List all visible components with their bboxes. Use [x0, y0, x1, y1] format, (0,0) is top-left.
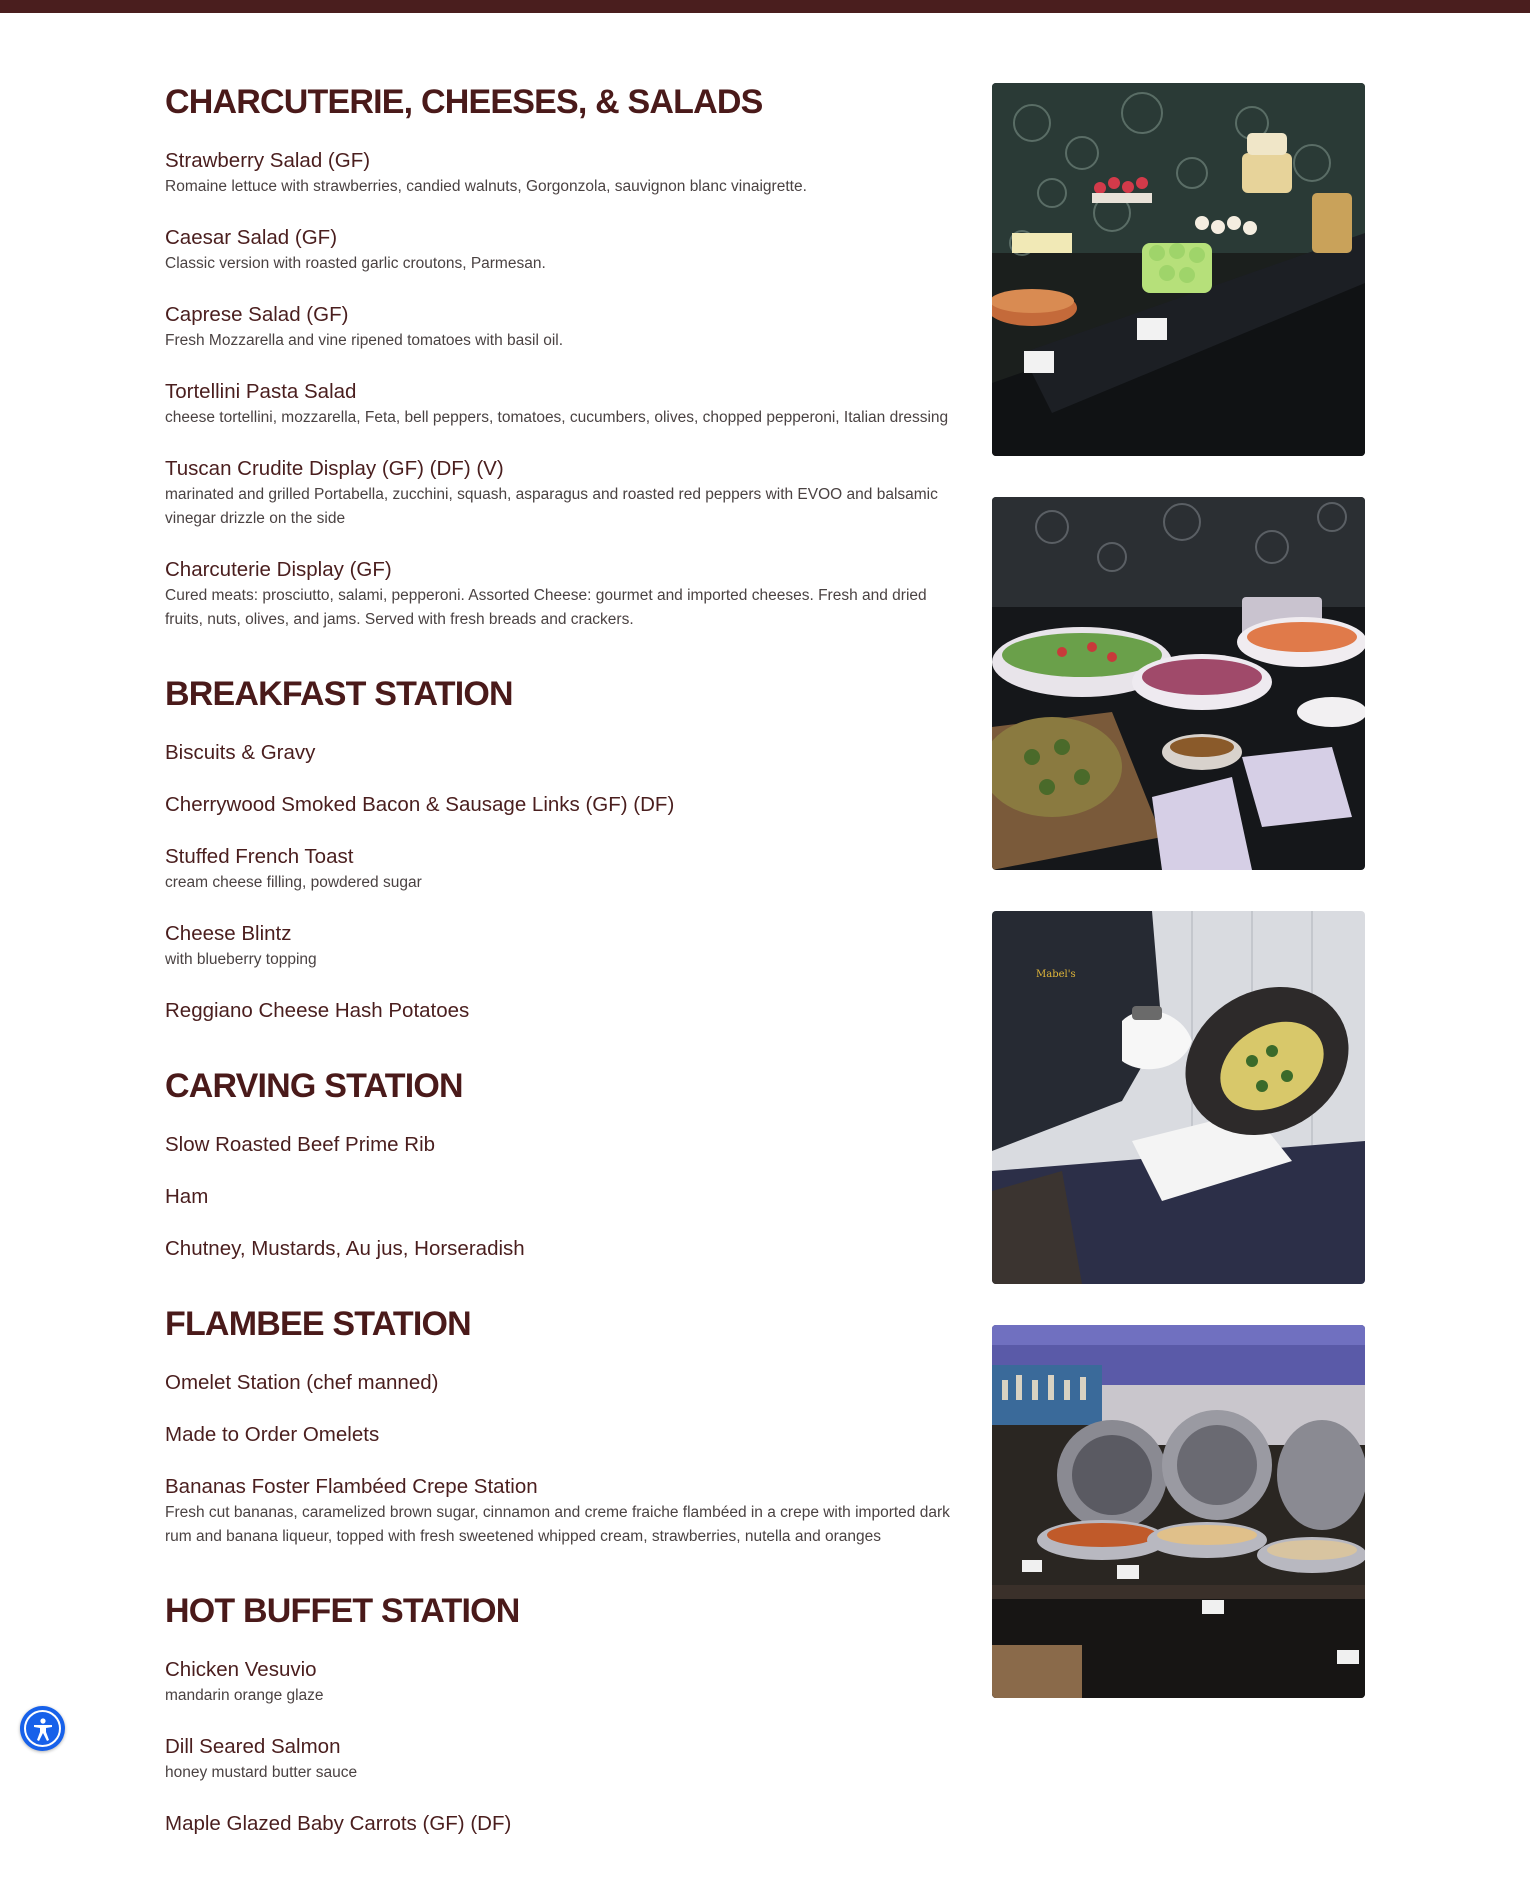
- section-title: HOT BUFFET STATION: [165, 1592, 520, 1630]
- item-name: Ham: [165, 1185, 209, 1208]
- item-name: Caprese Salad (GF): [165, 303, 349, 326]
- section-title: BREAKFAST STATION: [165, 675, 513, 713]
- item-name: Tuscan Crudite Display (GF) (DF) (V): [165, 457, 504, 480]
- menu-item: [165, 740, 965, 766]
- item-name: Stuffed French Toast: [165, 845, 354, 868]
- item-description: marinated and grilled Portabella, zucchini, squash, asparagus and roasted red peppers with EVOO and balsamic vinegar drizzle on the side: [165, 486, 938, 527]
- item-name: Bananas Foster Flambéed Crepe Station: [165, 1475, 538, 1498]
- menu-item: [165, 1132, 965, 1158]
- item-name: Cheese Blintz: [165, 922, 292, 945]
- menu-item: [165, 921, 965, 972]
- menu-item: [165, 148, 965, 199]
- item-description: Classic version with roasted garlic croutons, Parmesan.: [165, 255, 546, 272]
- item-name: Chutney, Mustards, Au jus, Horseradish: [165, 1237, 525, 1260]
- chef-omelet-photo: [992, 911, 1365, 1284]
- section-title: CARVING STATION: [165, 1067, 463, 1105]
- item-description: Cured meats: prosciutto, salami, pepperoni. Assorted Cheese: gourmet and imported cheeses. Fresh and dried fruits, nuts, olives, and jams. Served with fresh breads and crackers.: [165, 587, 927, 628]
- item-name: Tortellini Pasta Salad: [165, 380, 357, 403]
- item-description: Fresh Mozzarella and vine ripened tomatoes with basil oil.: [165, 332, 564, 349]
- item-name: Caesar Salad (GF): [165, 226, 338, 249]
- menu-section: [165, 1591, 965, 1837]
- menu-item: [165, 844, 965, 895]
- item-description: cheese tortellini, mozzarella, Feta, bell peppers, tomatoes, cucumbers, olives, chopped pepperoni, Italian dressing: [165, 409, 949, 426]
- menu-item: [165, 1422, 965, 1448]
- menu-item: [165, 1474, 965, 1549]
- menu-list: [165, 82, 965, 1879]
- item-description: Fresh cut bananas, caramelized brown sugar, cinnamon and creme fraiche flambéed in a crepe with imported dark rum and banana liqueur, topped with fresh sweetened whipped cream, strawberries, nutella and oranges: [165, 1504, 950, 1545]
- chafing-dish-buffet-photo: [992, 1325, 1365, 1698]
- item-name: Strawberry Salad (GF): [165, 149, 371, 172]
- item-name: Chicken Vesuvio: [165, 1658, 317, 1681]
- item-description: with blueberry topping: [165, 951, 317, 968]
- accessibility-button[interactable]: [20, 1706, 65, 1751]
- menu-item: [165, 1734, 965, 1785]
- photo-gallery: [992, 83, 1365, 1739]
- salad-buffet-photo: [992, 497, 1365, 870]
- item-name: Biscuits & Gravy: [165, 741, 316, 764]
- item-name: Maple Glazed Baby Carrots (GF) (DF): [165, 1812, 512, 1835]
- menu-item: [165, 1657, 965, 1708]
- dessert-buffet-photo: [992, 83, 1365, 456]
- menu-item: [165, 557, 965, 632]
- item-name: Charcuterie Display (GF): [165, 558, 392, 581]
- menu-item: [165, 1811, 965, 1837]
- item-description: mandarin orange glaze: [165, 1687, 324, 1704]
- menu-section: [165, 1304, 965, 1549]
- menu-item: [165, 1370, 965, 1396]
- top-bar: [0, 0, 1530, 13]
- menu-item: [165, 456, 965, 531]
- menu-item: [165, 379, 965, 430]
- item-name: Made to Order Omelets: [165, 1423, 380, 1446]
- menu-section: [165, 1066, 965, 1262]
- section-title: FLAMBEE STATION: [165, 1305, 471, 1343]
- menu-item: [165, 302, 965, 353]
- item-name: Slow Roasted Beef Prime Rib: [165, 1133, 436, 1156]
- menu-item: [165, 1236, 965, 1262]
- item-name: Cherrywood Smoked Bacon & Sausage Links (GF) (DF): [165, 793, 675, 816]
- menu-item: [165, 792, 965, 818]
- menu-item: [165, 1184, 965, 1210]
- menu-item: [165, 998, 965, 1024]
- item-description: honey mustard butter sauce: [165, 1764, 358, 1781]
- menu-section: [165, 674, 965, 1024]
- menu-item: [165, 225, 965, 276]
- accessibility-icon: [24, 1710, 61, 1747]
- item-name: Dill Seared Salmon: [165, 1735, 341, 1758]
- svg-text:Mabel's: Mabel's: [1036, 969, 1076, 980]
- item-name: Omelet Station (chef manned): [165, 1371, 439, 1394]
- section-title: CHARCUTERIE, CHEESES, & SALADS: [165, 83, 763, 121]
- item-description: Romaine lettuce with strawberries, candied walnuts, Gorgonzola, sauvignon blanc vinaigrette.: [165, 178, 807, 195]
- item-name: Reggiano Cheese Hash Potatoes: [165, 999, 470, 1022]
- item-description: cream cheese filling, powdered sugar: [165, 874, 422, 891]
- menu-section: [165, 82, 965, 632]
